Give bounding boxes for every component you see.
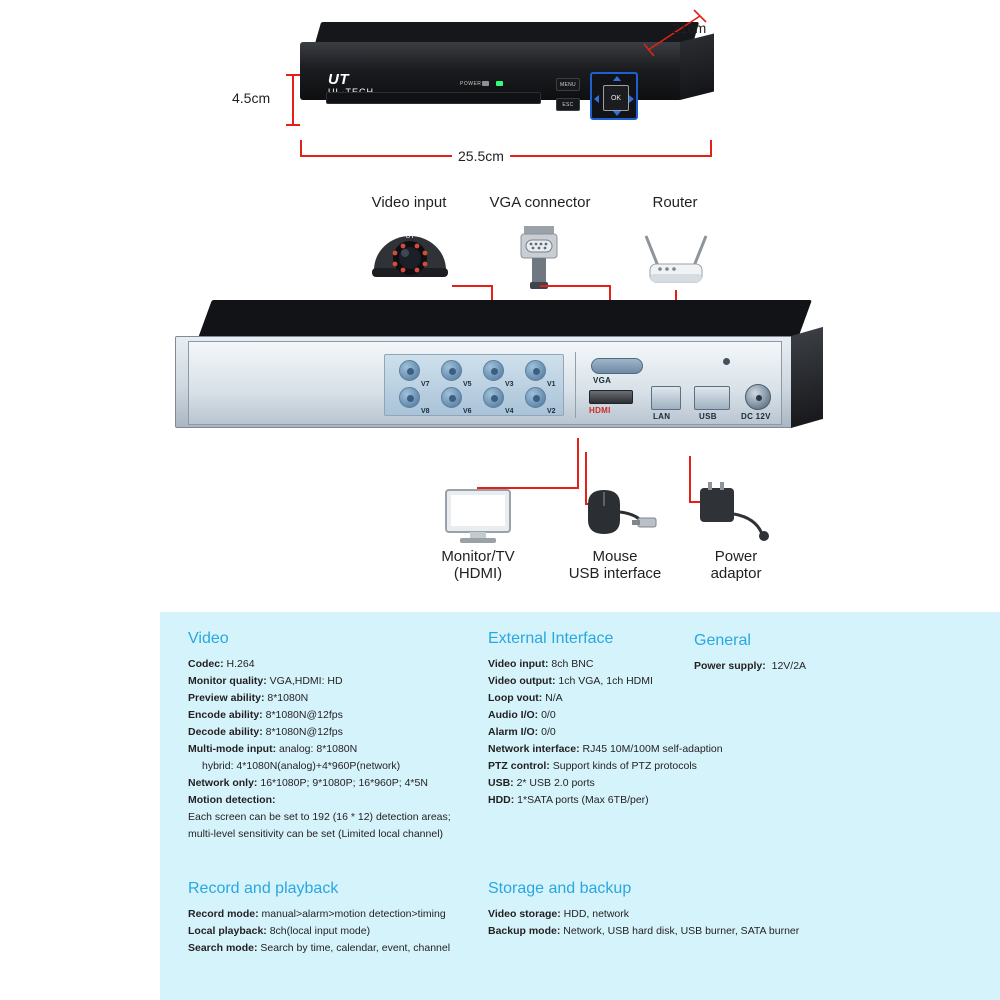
callout-power-line2: adaptor xyxy=(710,565,762,582)
spec-heading-video: Video xyxy=(188,630,229,647)
spec-heading-record-playback: Record and playback xyxy=(188,880,339,897)
height-dimension-cap-bottom xyxy=(286,124,300,126)
spec-row xyxy=(188,906,518,923)
callout-label-monitor-tv xyxy=(412,548,544,582)
spec-row xyxy=(188,940,518,957)
spec-key: Video storage: xyxy=(488,908,561,920)
height-dimension-label: 4.5cm xyxy=(232,90,271,106)
spec-row xyxy=(188,775,478,792)
spec-key: Network interface: xyxy=(488,743,580,755)
width-dimension-cap-right xyxy=(710,140,712,156)
status-led-1 xyxy=(482,81,489,86)
menu-button[interactable]: MENU xyxy=(556,78,580,91)
bnc-label-v7: V7 xyxy=(421,381,430,388)
spec-key: Video input: xyxy=(488,658,549,670)
spec-value: 12V/2A xyxy=(771,660,807,672)
mouse-usb-icon xyxy=(570,482,660,548)
spec-row xyxy=(488,906,888,923)
spec-value: Support kinds of PTZ protocols xyxy=(552,760,697,772)
specifications-panel xyxy=(160,612,1000,1000)
callout-label-mouse-usb xyxy=(546,548,684,582)
spec-heading-general: General xyxy=(694,632,751,649)
lan-port[interactable] xyxy=(651,386,681,410)
dvr-front-faceplate xyxy=(300,42,682,108)
bnc-port-v6[interactable] xyxy=(441,387,462,408)
dvr-rear-side-panel xyxy=(791,327,823,428)
callout-mouse-line1: Mouse xyxy=(592,548,638,565)
spec-row xyxy=(188,923,518,940)
callout-monitor-line2: (HDMI) xyxy=(453,565,503,582)
spec-key: Decode ability: xyxy=(188,726,263,738)
vga-port[interactable] xyxy=(591,358,643,374)
spec-key: Power supply: xyxy=(694,660,766,672)
spec-value: 8*1080N xyxy=(267,692,309,704)
spec-row xyxy=(188,792,478,809)
spec-key: Loop vout: xyxy=(488,692,543,704)
bnc-port-v5[interactable] xyxy=(441,360,462,381)
spec-note: Each screen can be set to 192 (16 * 12) detection areas; xyxy=(188,811,451,823)
spec-value: RJ45 10M/100M self-adaption xyxy=(582,743,723,755)
spec-group-video xyxy=(188,630,478,843)
monitor-icon xyxy=(440,486,516,548)
spec-row xyxy=(188,707,478,724)
bnc-label-v2: V2 xyxy=(547,408,556,415)
spec-value: 16*1080P; 9*1080P; 16*960P; 4*5N xyxy=(260,777,428,789)
power-label: POWER xyxy=(460,81,482,87)
spec-value: N/A xyxy=(545,692,563,704)
spec-row xyxy=(188,656,478,673)
bnc-label-v3: V3 xyxy=(505,381,514,388)
callout-power-line1: Power xyxy=(714,548,758,565)
spec-row xyxy=(488,707,838,724)
dc-power-port[interactable] xyxy=(745,384,771,410)
callout-mouse-line2: USB interface xyxy=(568,565,662,582)
callout-label-vga-connector: VGA connector xyxy=(489,194,591,211)
spec-row xyxy=(188,724,478,741)
spec-value: 1ch VGA, 1ch HDMI xyxy=(558,675,653,687)
spec-group-storage-backup xyxy=(488,880,888,940)
disc-slot xyxy=(326,92,541,104)
spec-row xyxy=(488,758,838,775)
callout-label-router: Router xyxy=(652,194,698,211)
spec-row xyxy=(188,673,478,690)
dc-port-label: DC 12V xyxy=(741,412,771,421)
bnc-label-v1: V1 xyxy=(547,381,556,388)
power-adaptor-icon xyxy=(690,480,776,548)
spec-value: 0/0 xyxy=(541,726,556,738)
arrow-up-icon[interactable] xyxy=(613,76,621,81)
navigation-pad[interactable] xyxy=(590,72,638,120)
spec-key: Motion detection: xyxy=(188,794,276,806)
spec-value: 8ch BNC xyxy=(551,658,594,670)
bnc-port-v4[interactable] xyxy=(483,387,504,408)
spec-key: Local playback: xyxy=(188,925,267,937)
spec-row xyxy=(188,741,478,758)
bnc-label-v8: V8 xyxy=(421,408,430,415)
spec-key: Encode ability: xyxy=(188,709,263,721)
spec-key: Backup mode: xyxy=(488,925,561,937)
spec-heading-external-interface: External Interface xyxy=(488,630,614,647)
spec-key: Multi-mode input: xyxy=(188,743,277,755)
dvr-rear-faceplate xyxy=(175,336,793,428)
spec-row xyxy=(488,775,838,792)
spec-value: 0/0 xyxy=(541,709,556,721)
arrow-down-icon[interactable] xyxy=(613,111,621,116)
hdmi-port[interactable] xyxy=(589,390,633,404)
spec-row xyxy=(488,673,838,690)
spec-value: VGA,HDMI: HD xyxy=(269,675,343,687)
panel-divider xyxy=(575,352,576,418)
spec-value: 8*1080N@12fps xyxy=(265,726,343,738)
spec-note: hybrid: 4*1080N(analog)+4*960P(network) xyxy=(202,760,401,772)
spec-heading-storage-backup: Storage and backup xyxy=(488,880,632,897)
spec-value: HDD, network xyxy=(563,908,630,920)
spec-row xyxy=(488,724,838,741)
spec-key: Record mode: xyxy=(188,908,259,920)
lan-port-label: LAN xyxy=(653,412,671,421)
spec-value: 8ch(local input mode) xyxy=(269,925,371,937)
esc-button[interactable]: ESC xyxy=(556,98,580,111)
spec-key: Preview ability: xyxy=(188,692,265,704)
spec-group-general xyxy=(694,632,934,675)
dvr-rear-top-surface xyxy=(198,300,812,338)
spec-key: Network only: xyxy=(188,777,258,789)
spec-key: Monitor quality: xyxy=(188,675,267,687)
bnc-label-v5: V5 xyxy=(463,381,472,388)
bnc-label-v4: V4 xyxy=(505,408,514,415)
height-dimension-line xyxy=(292,74,294,126)
spec-row xyxy=(488,792,838,809)
arrow-right-icon[interactable] xyxy=(629,95,634,103)
spec-row xyxy=(188,690,478,707)
dvr-rear-inner-panel xyxy=(188,341,782,425)
spec-value: H.264 xyxy=(226,658,255,670)
spec-value: Search by time, calendar, event, channel xyxy=(260,942,451,954)
usb-port[interactable] xyxy=(694,386,730,410)
callout-label-power-adaptor xyxy=(686,548,786,582)
bnc-port-v3[interactable] xyxy=(483,360,504,381)
spec-value: 2* USB 2.0 ports xyxy=(516,777,595,789)
bnc-label-v6: V6 xyxy=(463,408,472,415)
spec-key: Search mode: xyxy=(188,942,258,954)
spec-row xyxy=(694,658,934,675)
status-led-2 xyxy=(496,81,503,86)
spec-key: Audio I/O: xyxy=(488,709,539,721)
spec-value: manual>alarm>motion detection>timing xyxy=(261,908,446,920)
vga-port-label: VGA xyxy=(593,376,612,385)
brand-mark: UT xyxy=(328,71,349,88)
hdmi-port-label: HDMI xyxy=(589,406,611,415)
spec-key: HDD: xyxy=(488,794,515,806)
depth-dimension-label: 21cm xyxy=(672,20,707,36)
bnc-port-v8[interactable] xyxy=(399,387,420,408)
bnc-port-group xyxy=(384,354,564,416)
spec-key: USB: xyxy=(488,777,514,789)
svg-text:UT: UT xyxy=(405,233,415,240)
spec-key: PTZ control: xyxy=(488,760,550,772)
spec-value: analog: 8*1080N xyxy=(278,743,358,755)
callout-monitor-line1: Monitor/TV xyxy=(441,548,515,565)
spec-row xyxy=(488,741,838,758)
height-dimension-cap-top xyxy=(286,74,300,76)
spec-group-record-playback xyxy=(188,880,518,957)
spec-key: Video output: xyxy=(488,675,556,687)
spec-row xyxy=(488,923,888,940)
spec-note: multi-level sensitivity can be set (Limited local channel) xyxy=(188,828,444,840)
bnc-port-v2[interactable] xyxy=(525,387,546,408)
spec-row xyxy=(488,690,838,707)
callout-label-video-input: Video input xyxy=(371,194,447,211)
spec-value: 1*SATA ports (Max 6TB/per) xyxy=(517,794,649,806)
bnc-port-v1[interactable] xyxy=(525,360,546,381)
width-dimension-cap-left xyxy=(300,140,302,156)
usb-port-label: USB xyxy=(699,412,717,421)
width-dimension-label: 25.5cm xyxy=(452,148,510,164)
spec-value: Network, USB hard disk, USB burner, SATA burner xyxy=(563,925,800,937)
bnc-port-v7[interactable] xyxy=(399,360,420,381)
spec-key: Codec: xyxy=(188,658,224,670)
ok-button[interactable]: OK xyxy=(603,85,629,111)
screw-hole xyxy=(723,358,730,365)
spec-key: Alarm I/O: xyxy=(488,726,539,738)
arrow-left-icon[interactable] xyxy=(594,95,599,103)
spec-value: 8*1080N@12fps xyxy=(265,709,343,721)
